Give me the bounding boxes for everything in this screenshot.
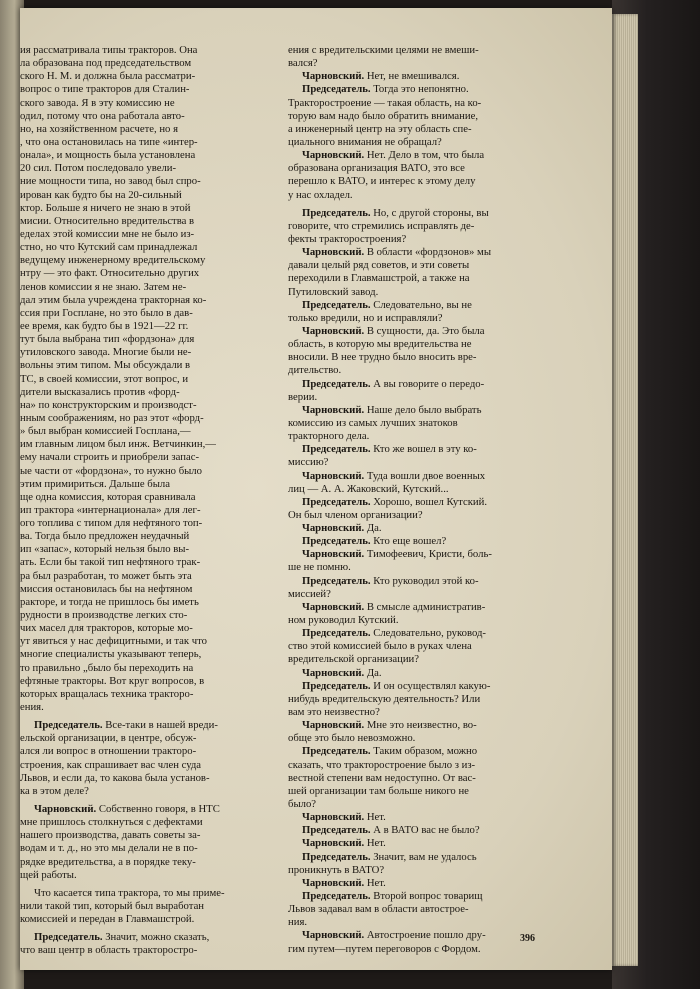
text-line xyxy=(288,443,532,456)
speaker-name: Председатель. xyxy=(302,495,371,508)
text-line xyxy=(288,83,532,96)
text-line: ла образована под председательством xyxy=(20,57,192,70)
text-line: ения. xyxy=(20,701,44,714)
text-line xyxy=(20,719,270,732)
text-line: давали целый ряд советов, и эти советы xyxy=(288,259,470,272)
text-line: Что касается типа трактора, то мы приме- xyxy=(34,886,225,899)
text-line: Путиловский завод. xyxy=(288,285,379,298)
text-line: дительство. xyxy=(288,364,342,377)
speaker-name: Чарновский. xyxy=(302,837,365,850)
speaker-name: Чарновский. xyxy=(302,522,365,535)
text-line: водам и т. д., но это мы делали не в по- xyxy=(20,842,198,855)
speaker-name: Чарновский. xyxy=(302,403,365,416)
text-line xyxy=(288,548,532,561)
speaker-name: Чарновский. xyxy=(302,324,365,337)
line-text: Следовательно, вы не xyxy=(370,298,472,311)
text-line: торую вам надо было обратить внимание, xyxy=(288,109,479,122)
text-line: ра был разработан, то может быть эта xyxy=(20,569,192,582)
text-line: которых вращалась техника тракторо- xyxy=(20,687,194,700)
text-line: вался? xyxy=(288,57,318,70)
line-text: Хорошо, вошел Кутский. xyxy=(370,495,488,508)
line-text: Следовательно, руковод- xyxy=(370,627,486,640)
line-text: Нет. xyxy=(364,876,386,889)
speaker-name: Председатель. xyxy=(34,719,103,732)
text-line: на» по конструкторским и производст- xyxy=(20,398,197,411)
text-line: многие специалисты указывают теперь, xyxy=(20,648,202,661)
text-line xyxy=(288,890,532,903)
text-line: ского Н. М. и должна была рассматри- xyxy=(20,70,196,83)
text-line xyxy=(288,404,532,417)
text-line: одил, потому что она работала авто- xyxy=(20,109,185,122)
text-line: ирован как будто бы на 20-сильный xyxy=(20,188,182,201)
text-line: нтру — это факт. Относительно других xyxy=(20,267,200,280)
text-line: нибудь вредительскую деятельность? Или xyxy=(288,692,481,705)
speaker-name: Чарновский. xyxy=(302,600,365,613)
text-line: онала», и мощность была установлена xyxy=(20,149,196,162)
line-text: А вы говорите о передо- xyxy=(370,377,485,390)
text-line: комиссией и передан в Главмашстрой. xyxy=(20,913,195,926)
text-line: мне пришлось столкнуться с дефектами xyxy=(20,816,203,829)
text-line: только вредили, но и исправляли? xyxy=(288,311,443,324)
text-line: ать. Если бы такой тип нефтяного трак- xyxy=(20,556,201,569)
text-line: тут была выбрана тип «фордзона» для xyxy=(20,333,195,346)
text-line: ые части от «фордзона», то нужно было xyxy=(20,464,202,477)
text-line xyxy=(20,931,270,944)
speaker-name: Чарновский. xyxy=(302,811,365,824)
speaker-name: Чарновский. xyxy=(302,719,365,732)
text-line: переходили в Главмашстрой, а также на xyxy=(288,272,470,285)
text-line: говорите, что стремились исправлять де- xyxy=(288,219,475,232)
text-line: еделах этой комиссии мне не было из- xyxy=(20,227,195,240)
line-text: Туда вошли двое военных xyxy=(364,469,486,482)
text-line: проникнуть в ВАТО? xyxy=(288,863,385,876)
text-line: миссия остановилась бы на нефтяном xyxy=(20,582,193,595)
text-line: было? xyxy=(288,798,317,811)
text-line: вольны этим типом. Мы обсуждали в xyxy=(20,359,191,372)
text-line: тракторного дела. xyxy=(288,430,370,443)
left-text-column xyxy=(20,44,270,958)
text-line: рудности в производстве легких сто- xyxy=(20,609,188,622)
line-text: Нет, не вмешивался. xyxy=(364,70,460,83)
line-text: Второй вопрос товарищ xyxy=(370,890,483,902)
line-text: Нет. Дело в том, что была xyxy=(364,149,485,162)
line-text: И он осуществлял какую- xyxy=(370,679,491,692)
text-line xyxy=(288,719,532,732)
text-line: вопрос о типе тракторов для Сталин- xyxy=(20,83,190,96)
line-text: В смысле административ- xyxy=(364,600,486,613)
text-line xyxy=(288,929,532,942)
line-text: Собственно говоря, в НТС xyxy=(96,803,220,816)
speaker-name: Председатель. xyxy=(302,679,371,692)
text-line: 20 сил. Потом последовало увели- xyxy=(20,162,177,175)
text-line: обще это было невозможно. xyxy=(288,732,416,745)
text-line: образована организация ВАТО, это все xyxy=(288,162,465,175)
speaker-name: Председатель. xyxy=(302,890,371,902)
line-text: Мне это неизвестно, во- xyxy=(364,719,477,732)
text-line: , что она остановилась на типе «интер- xyxy=(20,135,198,148)
text-line: вредительской организации? xyxy=(288,653,420,666)
text-line: ения с вредительскими целями не вмеши- xyxy=(288,44,479,56)
speaker-name: Чарновский. xyxy=(302,149,365,162)
text-line: ее время, как будто бы в 1921—22 гг. xyxy=(20,319,189,332)
line-text: Тимофеевич, Кристи, боль- xyxy=(364,548,492,561)
text-line xyxy=(288,627,532,640)
text-line: лиц — А. А. Жаковский, Кутский... xyxy=(288,482,449,495)
text-line: щей работы. xyxy=(20,868,77,881)
line-text: Кто же вошел в эту ко- xyxy=(370,443,477,456)
text-line xyxy=(288,378,532,391)
text-line xyxy=(288,680,532,693)
text-line: то правильно „было бы переходить на xyxy=(20,661,194,674)
text-line xyxy=(288,824,532,837)
text-line: дал этим была учреждена тракторная ко- xyxy=(20,293,207,306)
text-line xyxy=(20,803,270,816)
line-text: Да. xyxy=(364,666,382,679)
speaker-name: Председатель. xyxy=(302,83,371,96)
text-line: ался ли вопрос в отношении тракторо- xyxy=(20,745,197,758)
text-line: ефтяные тракторы. Вот круг вопросов, в xyxy=(20,674,205,687)
text-line: ва. Тогда было предложен неудачный xyxy=(20,530,190,543)
text-line: чих масел для тракторов, которые мо- xyxy=(20,622,193,635)
text-line: ведущему инженерному вредительскому xyxy=(20,254,206,267)
text-line: миссией? xyxy=(288,587,331,600)
speaker-name: Председатель. xyxy=(302,377,371,390)
speaker-name: Председатель. xyxy=(302,206,371,219)
text-line: ракторе, и тогда не пришлось бы иметь xyxy=(20,595,199,608)
speaker-name: Председатель. xyxy=(34,931,103,944)
text-line: миссию? xyxy=(288,456,329,469)
text-line: ему начали строить и приобрели запас- xyxy=(20,451,200,464)
page-number: 396 xyxy=(520,933,535,944)
text-line: Тракторостроение — такая область, на ко- xyxy=(288,96,482,109)
text-line: но, на хозяйственном расчете, но я xyxy=(20,122,178,135)
text-line: ном руководил Кутский. xyxy=(288,614,399,627)
text-line: » был выбран комиссией Госплана,— xyxy=(20,425,191,438)
text-line: дители высказались против «форд- xyxy=(20,385,180,398)
text-line: сказать, что тракторостроение было з из- xyxy=(288,758,476,771)
text-line: ТС, в своей комиссии, этот вопрос, и xyxy=(20,372,189,385)
text-line: Он был членом организации? xyxy=(288,508,423,521)
text-line: область, в которую мы вредительства не xyxy=(288,338,472,351)
text-line: верии. xyxy=(288,390,318,403)
line-text: Кто еще вошел? xyxy=(370,535,447,548)
text-line: этим примириться. Дальше была xyxy=(20,477,170,490)
text-line: нным соображениям, но раз этот «форд- xyxy=(20,411,204,424)
speaker-name: Чарновский. xyxy=(302,876,365,889)
text-line: ия рассматривала типы тракторов. Она xyxy=(20,44,198,56)
text-line: ство этой комиссией было в руках члена xyxy=(288,640,472,653)
text-line xyxy=(288,575,532,588)
line-text: Значит, вам не удалось xyxy=(370,850,477,863)
speaker-name: Чарновский. xyxy=(302,666,365,679)
text-line xyxy=(288,745,532,758)
line-text: А в ВАТО вас не было? xyxy=(370,824,480,837)
line-text: Нет. xyxy=(364,837,386,850)
text-line xyxy=(288,601,532,614)
text-line: фекты тракторостроения? xyxy=(288,232,407,245)
text-line: ип «запас», который нельзя было вы- xyxy=(20,543,190,556)
speaker-name: Чарновский. xyxy=(302,929,365,942)
line-text: Нет. xyxy=(364,811,386,824)
text-line xyxy=(288,299,532,312)
speaker-name: Председатель. xyxy=(302,850,371,863)
line-text: В сущности, да. Это была xyxy=(364,324,485,337)
text-line: ка в этом деле? xyxy=(20,784,89,797)
text-line: ленов комиссии я не знаю. Затем не- xyxy=(20,280,187,293)
speaker-name: Председатель. xyxy=(302,443,371,456)
text-line: циального внимания не обращал? xyxy=(288,135,442,148)
text-line: гим путем—путем переговоров с Фордом. xyxy=(288,942,481,955)
text-line: мисии. Относительно вредительства в xyxy=(20,214,195,227)
speaker-name: Председатель. xyxy=(302,824,371,837)
text-line: утиловского завода. Многие были не- xyxy=(20,346,192,359)
line-text: Наше дело было выбрать xyxy=(364,403,482,416)
speaker-name: Чарновский. xyxy=(34,803,97,816)
text-line: ип трактора «интернационала» для лег- xyxy=(20,503,201,516)
text-line: стно, но что Кутский сам принадлежал xyxy=(20,241,198,254)
text-line: ельской организации, в центре, обсуж- xyxy=(20,732,197,745)
book-page xyxy=(20,8,612,970)
line-text: Значит, можно сказать, xyxy=(102,931,210,944)
text-line: строения, как спрашивает вас член суда xyxy=(20,758,202,771)
text-line xyxy=(288,70,532,83)
line-text: Но, с другой стороны, вы xyxy=(370,206,489,219)
text-line: ния. xyxy=(288,916,308,929)
text-line xyxy=(288,325,532,338)
line-text: В области «фордзонов» мы xyxy=(364,246,491,259)
text-line: а инженерный центр на эту область спе- xyxy=(288,122,472,135)
line-text: Все-таки в нашей вреди- xyxy=(102,719,218,732)
text-line xyxy=(288,522,532,535)
line-text: Да. xyxy=(364,522,382,535)
text-line: ого топлива с типом для нефтяного топ- xyxy=(20,517,203,530)
line-text: Автостроение пошло дру- xyxy=(364,929,486,942)
text-line: ктор. Больше я ничего не знаю в этой xyxy=(20,201,191,214)
speaker-name: Чарновский. xyxy=(302,246,365,259)
text-line: нашего производства, давать советы за- xyxy=(20,829,201,842)
text-line: рядке вредительства, а в порядке теку- xyxy=(20,855,196,868)
line-text: Кто руководил этой ко- xyxy=(370,574,479,587)
text-line xyxy=(288,496,532,509)
text-line: комиссию из самых лучших знатоков xyxy=(288,416,458,429)
right-text-column xyxy=(288,44,532,956)
text-line: ние мощности типа, но завод был спро- xyxy=(20,175,201,188)
text-line xyxy=(288,877,532,890)
line-text: Таким образом, можно xyxy=(370,745,478,758)
text-line: Львов, и если да, то какова была установ- xyxy=(20,771,210,784)
text-line: вестной степени вам недоступно. От вас- xyxy=(288,771,476,784)
speaker-name: Председатель. xyxy=(302,627,371,640)
speaker-name: Председатель. xyxy=(302,574,371,587)
speaker-name: Председатель. xyxy=(302,745,371,758)
speaker-name: Чарновский. xyxy=(302,548,365,561)
text-line: ут явиться у нас дефицитными, и так что xyxy=(20,635,207,648)
text-line: ще одна комиссия, которая сравнивала xyxy=(20,490,196,503)
text-line xyxy=(288,470,532,483)
text-line xyxy=(288,246,532,259)
text-line: что ваш центр в область тракторостро- xyxy=(20,944,198,957)
text-line xyxy=(288,811,532,824)
text-line: нили такой тип, который был выработан xyxy=(20,900,205,912)
speaker-name: Чарновский. xyxy=(302,70,365,83)
text-line: вносили. В нее трудно было вносить вре- xyxy=(288,351,477,364)
text-line: им главным лицом был инж. Ветчинкин,— xyxy=(20,438,216,451)
speaker-name: Председатель. xyxy=(302,298,371,311)
text-line: шей организации там больше никого не xyxy=(288,784,469,797)
text-line: ского завода. Я в эту комиссию не xyxy=(20,96,175,109)
text-line: перешло к ВАТО, и интерес к этому делу xyxy=(288,175,476,188)
text-line xyxy=(288,149,532,162)
text-line xyxy=(288,667,532,680)
text-line xyxy=(288,837,532,850)
line-text: Тогда это непонятно. xyxy=(370,83,469,96)
speaker-name: Чарновский. xyxy=(302,469,365,482)
text-line: вам это неизвестно? xyxy=(288,706,380,719)
page-stack-edges xyxy=(612,14,638,966)
text-line: ссия при Госплане, но это было в дав- xyxy=(20,306,193,319)
text-line xyxy=(288,851,532,864)
text-line: у нас охладел. xyxy=(288,188,353,201)
text-line: ше не помню. xyxy=(288,561,351,574)
text-line xyxy=(288,535,532,548)
text-line: Львов задавал вам в области автострое- xyxy=(288,903,469,916)
speaker-name: Председатель. xyxy=(302,535,371,548)
text-line xyxy=(288,207,532,220)
